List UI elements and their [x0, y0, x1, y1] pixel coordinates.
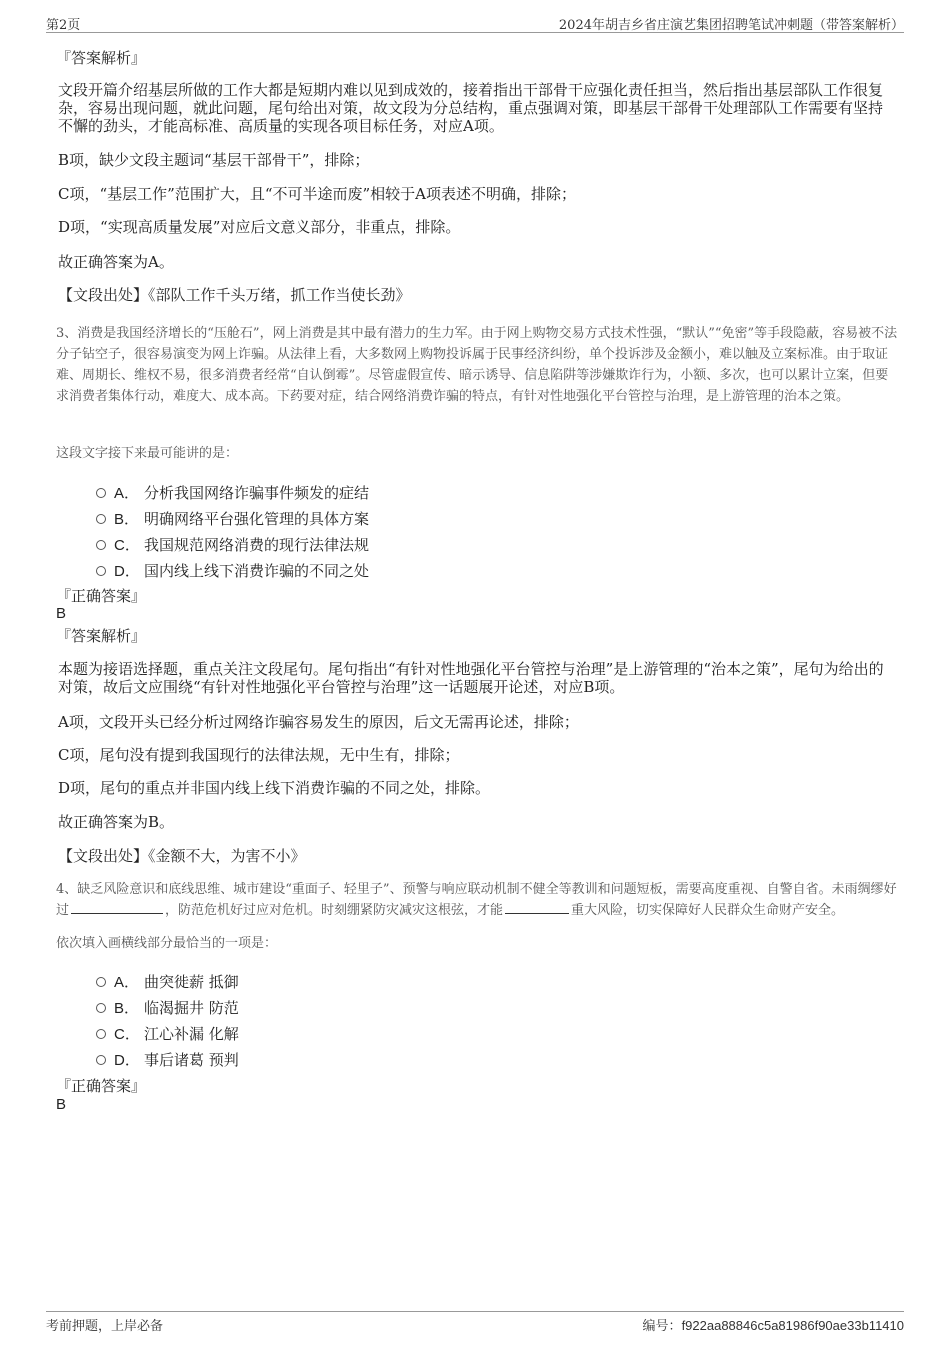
option-b-analysis: B项，缺少文段主题词“基层干部骨干”，排除；	[58, 151, 370, 169]
option-c[interactable]: C． 江心补漏 化解	[96, 1023, 239, 1044]
correct-answer: B	[56, 605, 67, 622]
analysis-label: 『答案解析』	[56, 627, 147, 645]
option-d[interactable]: D． 国内线上线下消费诈骗的不同之处	[96, 560, 369, 581]
radio-icon[interactable]	[96, 977, 106, 987]
option-d[interactable]: D． 事后诸葛 预判	[96, 1049, 239, 1070]
answer-conclusion: 故正确答案为A。	[58, 253, 174, 271]
page-footer	[46, 1311, 904, 1334]
question-stem: 4、缺乏风险意识和底线思维、城市建设“重面子、轻里子”、预警与响应联动机制不健全等教训和问题短板，需要高度重视、自警自省。未雨绸缪好过 ，防范危机好过应对危机。时刻绷紧防灾减灾这根弦，才能 重大风险，切实保障好人民群众生命财产安全。	[56, 882, 897, 918]
blank-2	[505, 901, 569, 914]
radio-icon[interactable]	[96, 566, 106, 576]
option-b[interactable]: B． 明确网络平台强化管理的具体方案	[96, 508, 369, 529]
option-d-analysis: D项，尾句的重点并非国内线上线下消费诈骗的不同之处，排除。	[58, 779, 491, 797]
correct-answer: B	[56, 1096, 67, 1113]
source-citation: 【文段出处】《部队工作千头万绪，抓工作当使长劲》	[58, 286, 411, 304]
page-number: 第2页	[46, 18, 81, 33]
radio-icon[interactable]	[96, 1029, 106, 1039]
question-prompt: 依次填入画横线部分最恰当的一项是：	[56, 936, 278, 951]
radio-icon[interactable]	[96, 1003, 106, 1013]
option-a-analysis: A项，文段开头已经分析过网络诈骗容易发生的原因，后文无需再论述，排除；	[58, 713, 579, 731]
answer-conclusion: 故正确答案为B。	[58, 813, 175, 831]
radio-icon[interactable]	[96, 514, 106, 524]
document-code: 编号：f922aa88846c5a81986f90ae33b11410	[642, 1318, 904, 1334]
document-title: 2024年胡吉乡省庄演艺集团招聘笔试冲刺题（带答案解析）	[558, 18, 904, 33]
footer-slogan: 考前押题，上岸必备	[46, 1319, 164, 1334]
analysis-paragraph: 本题为接语选择题，重点关注文段尾句。尾句指出“有针对性地强化平台管控与治理”是上游管理的“治本之策”，尾句为给出的对策，故后文应围绕“有针对性地强化平台管控与治理”这一话题展开论述，对应B项。	[58, 660, 884, 696]
analysis-paragraph: 文段开篇介绍基层所做的工作大都是短期内难以见到成效的，接着指出干部骨干应强化责任担当，然后指出基层部队工作很复杂，容易出现问题，就此问题，尾句给出对策，故文段为分总结构，重点强调对策，即基层干部骨干处理部队工作需要有坚持不懈的劲头，才能高标准、高质量的实现各项目标任务，对应A项。	[58, 81, 884, 135]
option-d-analysis: D项，“实现高质量发展”对应后文意义部分，非重点，排除。	[58, 218, 461, 236]
blank-1	[71, 901, 163, 914]
option-c[interactable]: C． 我国规范网络消费的现行法律法规	[96, 534, 369, 555]
source-citation: 【文段出处】《金额不大，为害不小》	[58, 847, 306, 865]
option-a[interactable]: A． 曲突徙薪 抵御	[96, 971, 239, 992]
radio-icon[interactable]	[96, 1055, 106, 1065]
page-header	[46, 12, 904, 33]
analysis-label: 『答案解析』	[56, 49, 147, 67]
option-c-analysis: C项，尾句没有提到我国现行的法律法规，无中生有，排除；	[58, 746, 460, 764]
radio-icon[interactable]	[96, 540, 106, 550]
radio-icon[interactable]	[96, 488, 106, 498]
question-stem: 3、消费是我国经济增长的“压舱石”，网上消费是其中最有潜力的生力军。由于网上购物交易方式技术性强，“默认”“免密”等手段隐蔽，容易被不法分子钻空子，很容易演变为网上诈骗。从法律上看，大多数网上购物投诉属于民事经济纠纷，单个投诉涉及金额小，难以触及立案标准。由于取证难、周期长、维权不易，很多消费者经常“自认倒霉”。尽管虚假宣传、暗示诱导、信息陷阱等涉嫌欺诈行为，小额、多次，也可以累计立案，但要求消费者集体行动，难度大、成本高。下药要对症，结合网络消费诈骗的特点，有针对性地强化平台管控与治理，是上游管理的治本之策。	[56, 326, 898, 404]
option-a[interactable]: A． 分析我国网络诈骗事件频发的症结	[96, 482, 369, 503]
option-b[interactable]: B． 临渴掘井 防范	[96, 997, 239, 1018]
correct-answer-label: 『正确答案』	[56, 1077, 147, 1095]
correct-answer-label: 『正确答案』	[56, 587, 147, 605]
question-prompt: 这段文字接下来最可能讲的是：	[56, 446, 239, 461]
option-c-analysis: C项，“基层工作”范围扩大，且“不可半途而废”相较于A项表述不明确，排除；	[58, 185, 576, 203]
